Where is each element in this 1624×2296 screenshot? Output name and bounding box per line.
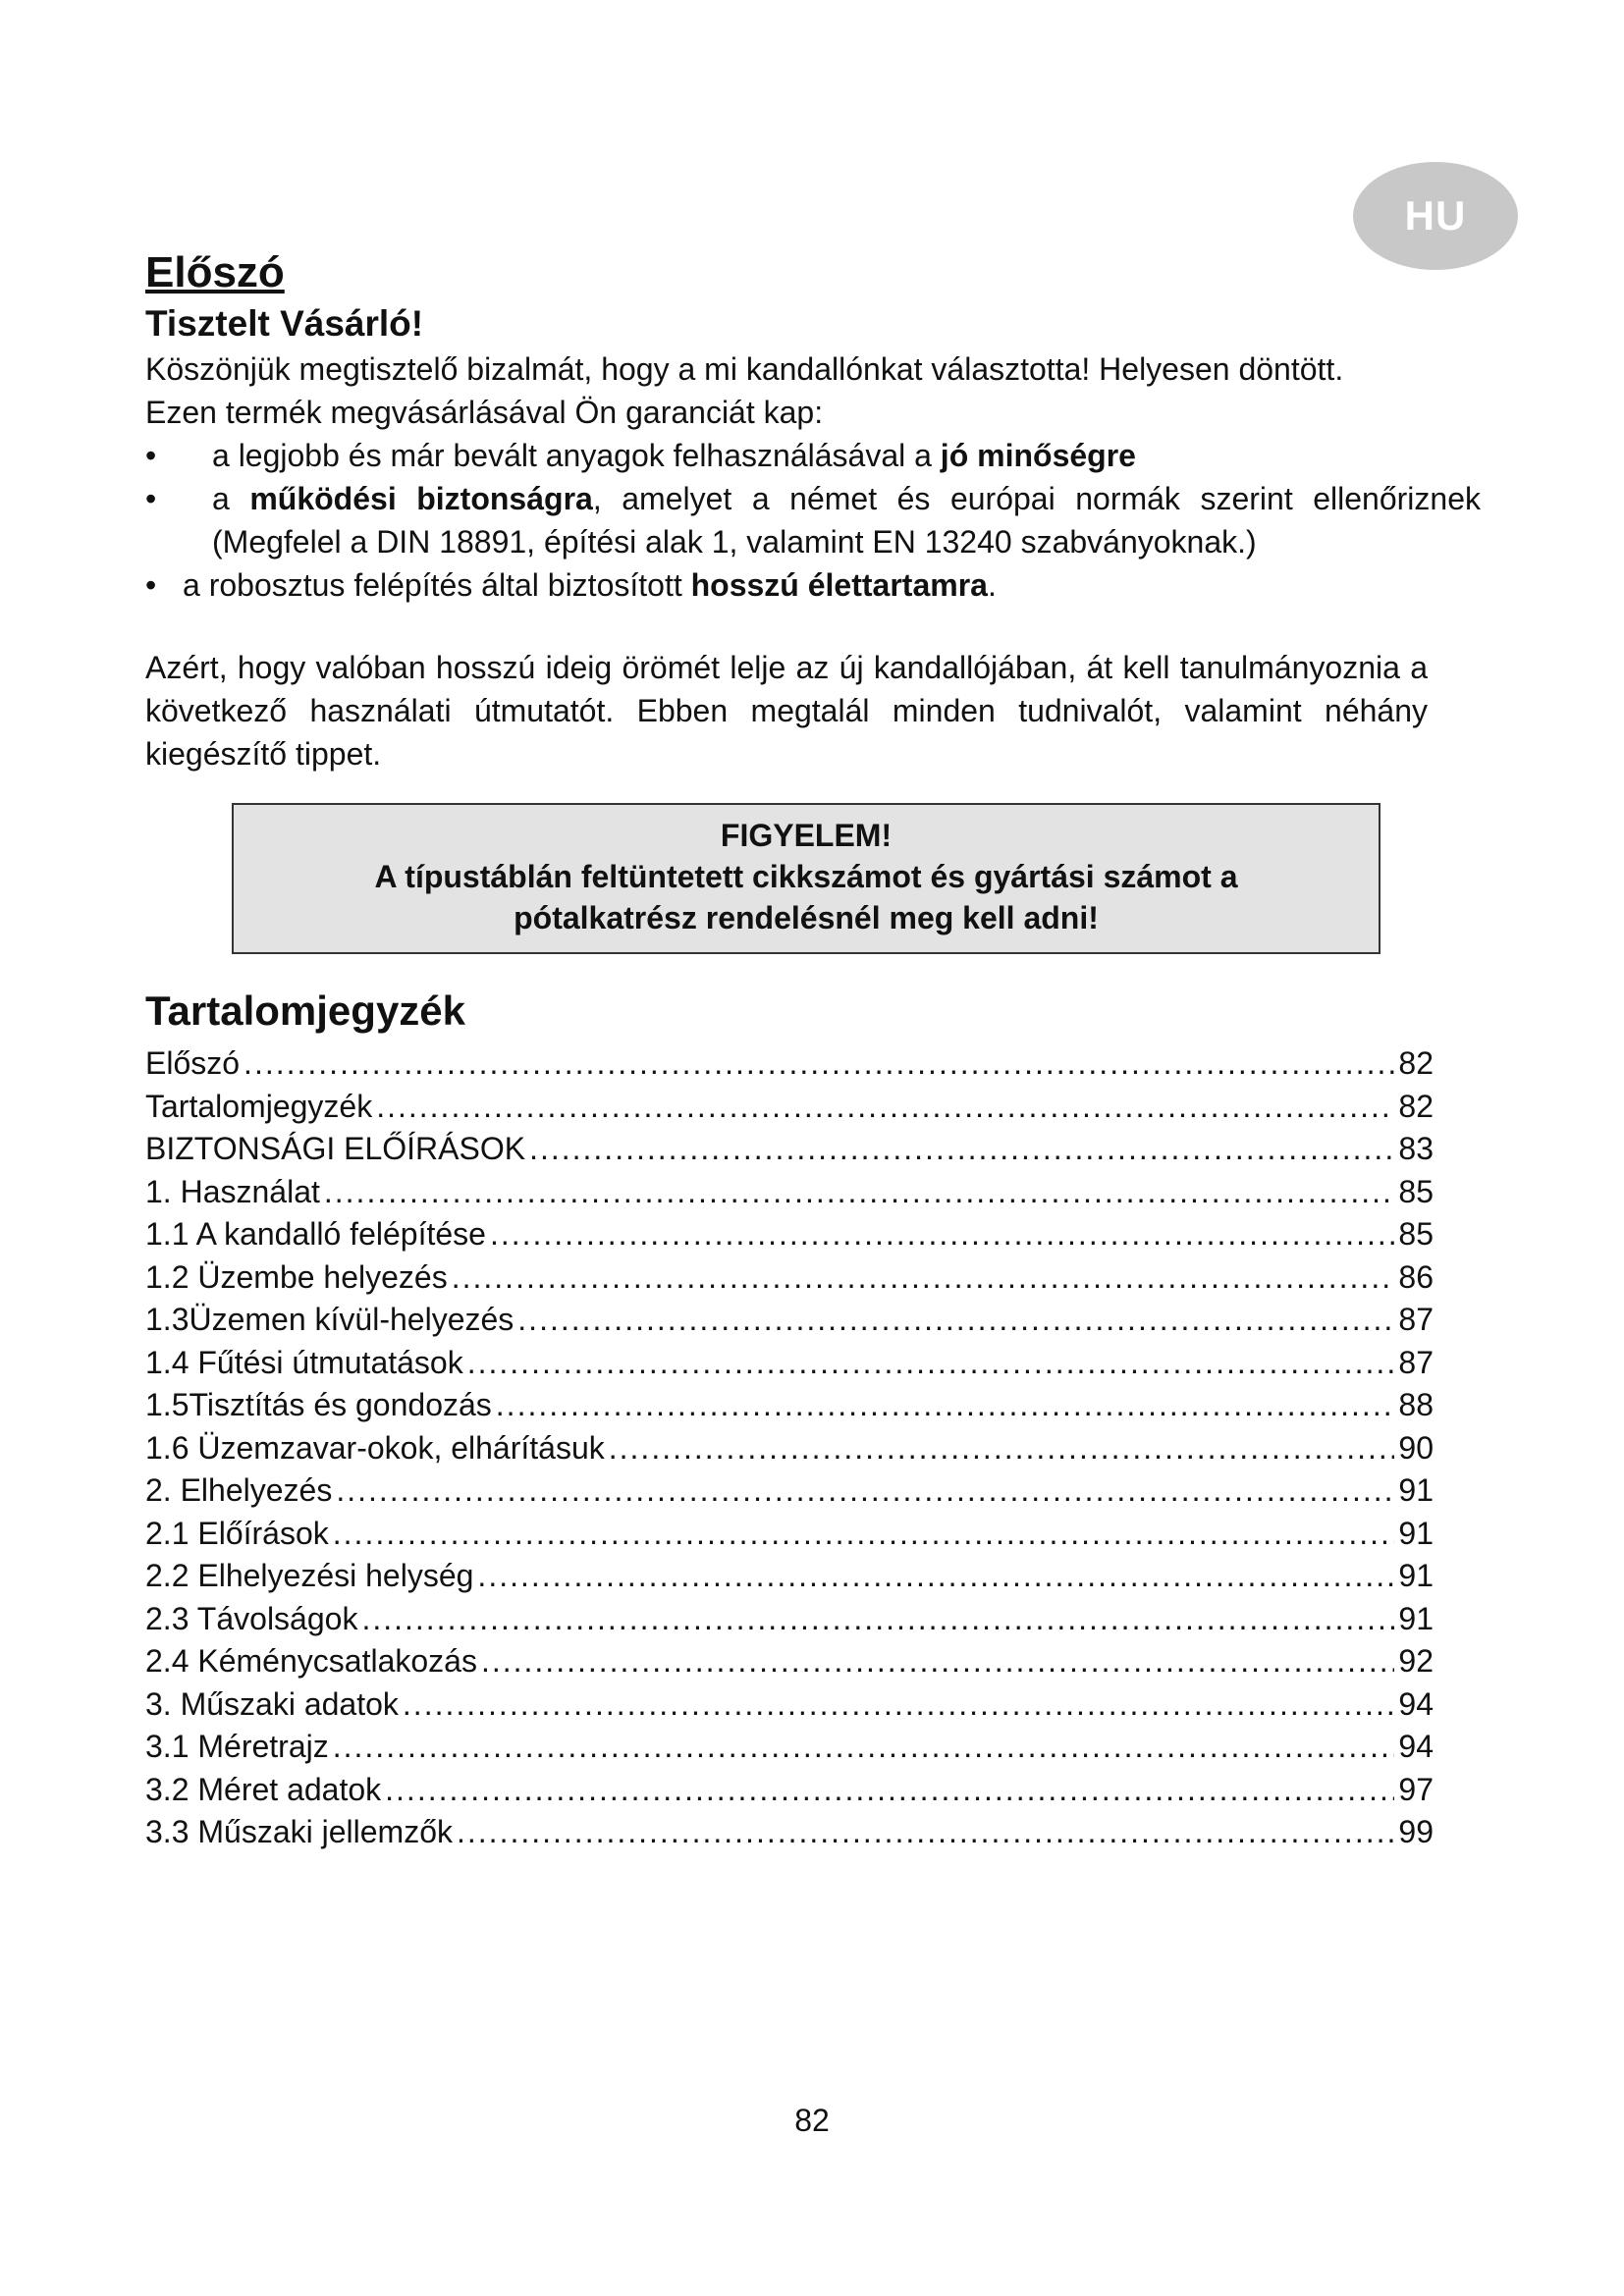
toc-entry-page: 88 — [1398, 1387, 1434, 1422]
toc-dot-leader — [244, 1042, 1394, 1086]
toc-dot-leader — [333, 1726, 1395, 1769]
toc-entry[interactable] — [145, 1640, 1434, 1683]
toc-entry-label: 2. Elhelyezés — [145, 1472, 333, 1508]
toc-entry-label: Tartalomjegyzék — [145, 1088, 373, 1124]
toc-entry-label: 3.2 Méret adatok — [145, 1771, 382, 1807]
toc-dot-leader — [403, 1683, 1395, 1727]
language-badge: HU — [1353, 162, 1518, 270]
toc-entry-label: 3.3 Műszaki jellemzők — [145, 1814, 453, 1849]
toc-entry[interactable] — [145, 1427, 1434, 1470]
toc-entry-page: 87 — [1398, 1302, 1434, 1337]
item-text-after: . — [987, 567, 997, 603]
toc-entry-page: 94 — [1398, 1729, 1434, 1764]
toc-entry-page: 91 — [1398, 1600, 1434, 1636]
toc-dot-leader — [609, 1427, 1395, 1470]
toc-entry-page: 92 — [1398, 1643, 1434, 1679]
toc-entry-page: 83 — [1398, 1131, 1434, 1166]
toc-entry-label: 1.6 Üzemzavar-okok, elhárításuk — [145, 1429, 605, 1466]
toc-entry-page: 82 — [1398, 1088, 1434, 1124]
toc-entry[interactable] — [145, 1128, 1434, 1171]
toc-dot-leader — [361, 1598, 1394, 1641]
toc-entry[interactable] — [145, 1171, 1434, 1214]
guarantee-item-safety — [145, 477, 1481, 563]
greeting-heading: Tisztelt Vásárló! — [145, 303, 424, 344]
toc-entry-label: 3. Műszaki adatok — [145, 1685, 399, 1722]
page-content — [145, 245, 1481, 1854]
item-emphasis: jó minőségre — [940, 438, 1136, 473]
toc-entry-label: 1.3Üzemen kívül-helyezés — [145, 1302, 514, 1337]
toc-list — [145, 1042, 1434, 1854]
item-text: a robosztus felépítés által biztosított — [183, 567, 691, 603]
toc-entry-page: 91 — [1398, 1472, 1434, 1508]
item-emphasis: működési biztonságra — [249, 481, 593, 516]
toc-dot-leader — [385, 1769, 1394, 1812]
toc-entry[interactable] — [145, 1513, 1434, 1556]
toc-entry-label: 1.4 Fűtési útmutatások — [145, 1344, 463, 1380]
toc-entry[interactable] — [145, 1256, 1434, 1300]
toc-entry-page: 97 — [1398, 1771, 1434, 1807]
toc-entry[interactable] — [145, 1683, 1434, 1727]
toc-dot-leader — [490, 1213, 1394, 1256]
toc-entry-page: 91 — [1398, 1558, 1434, 1593]
toc-entry-label: 2.3 Távolságok — [145, 1600, 358, 1636]
toc-entry-page: 90 — [1398, 1429, 1434, 1466]
warning-line-2: pótalkatrész rendelésnél meg kell adni! — [514, 900, 1099, 935]
warning-title: FIGYELEM! — [720, 818, 893, 853]
toc-entry-page: 85 — [1398, 1173, 1434, 1209]
intro-paragraph: Köszönjük megtisztelő bizalmát, hogy a mi kandallónkat választotta! Helyesen döntött. — [145, 351, 1344, 387]
toc-entry-label: 1.2 Üzembe helyezés — [145, 1258, 448, 1295]
toc-dot-leader — [529, 1128, 1394, 1171]
toc-dot-leader — [517, 1299, 1394, 1342]
toc-dot-leader — [481, 1640, 1394, 1683]
toc-dot-leader — [477, 1555, 1394, 1598]
toc-dot-leader — [452, 1256, 1395, 1300]
toc-entry[interactable] — [145, 1384, 1434, 1427]
guarantee-list — [145, 434, 1481, 607]
toc-entry[interactable] — [145, 1811, 1434, 1854]
item-text: a legjobb és már bevált anyagok felhasználásával a — [212, 438, 941, 473]
closing-paragraph: Azért, hogy valóban hosszú ideig örömét lelje az új kandallójában, át kell tanulmányoznia a következő használati útmutatót. Ebben megtalál minden tudnivalót, valamint néhány kiegészítő tippet. — [145, 650, 1428, 772]
toc-entry-label: 2.4 Kéménycsatlakozás — [145, 1643, 477, 1679]
foreword-title: Előszó — [145, 248, 285, 296]
toc-entry[interactable] — [145, 1342, 1434, 1385]
toc-dot-leader — [457, 1811, 1394, 1854]
toc-entry-label: 3.1 Méretrajz — [145, 1729, 329, 1764]
toc-entry-page: 94 — [1398, 1685, 1434, 1722]
guarantee-item-quality — [145, 434, 1481, 477]
toc-entry[interactable] — [145, 1769, 1434, 1812]
toc-entry-page: 87 — [1398, 1344, 1434, 1380]
toc-entry-page: 99 — [1398, 1814, 1434, 1849]
toc-dot-leader — [467, 1342, 1395, 1385]
toc-entry-label: 2.2 Elhelyezési helység — [145, 1558, 474, 1593]
toc-dot-leader — [324, 1171, 1395, 1214]
toc-entry-label: 1.5Tisztítás és gondozás — [145, 1387, 492, 1422]
toc-entry-page: 86 — [1398, 1258, 1434, 1295]
toc-title: Tartalomjegyzék — [145, 988, 466, 1034]
toc-entry-label: 1. Használat — [145, 1173, 320, 1209]
toc-dot-leader — [336, 1469, 1394, 1513]
toc-dot-leader — [376, 1086, 1394, 1129]
bullet-icon: • — [145, 567, 157, 603]
warning-box — [232, 803, 1380, 954]
toc-entry[interactable] — [145, 1299, 1434, 1342]
toc-entry-label: BIZTONSÁGI ELŐÍRÁSOK — [145, 1131, 526, 1166]
page-number: 82 — [794, 2103, 830, 2138]
toc-entry[interactable] — [145, 1555, 1434, 1598]
guarantee-paragraph: Ezen termék megvásárlásával Ön garanciát kap: — [145, 395, 824, 430]
toc-entry[interactable] — [145, 1726, 1434, 1769]
item-text: a — [212, 481, 250, 516]
toc-entry-page: 91 — [1398, 1515, 1434, 1551]
toc-entry[interactable] — [145, 1213, 1434, 1256]
toc-entry[interactable] — [145, 1598, 1434, 1641]
toc-entry-label: Előszó — [145, 1045, 241, 1081]
bullet-icon: • — [145, 438, 157, 473]
warning-line-1: A típustáblán feltüntetett cikkszámot és gyártási számot a — [374, 859, 1238, 894]
toc-dot-leader — [496, 1384, 1395, 1427]
toc-entry-label: 2.1 Előírások — [145, 1515, 329, 1551]
toc-entry-page: 82 — [1398, 1045, 1434, 1081]
toc-dot-leader — [333, 1513, 1395, 1556]
bullet-icon: • — [145, 481, 157, 516]
toc-entry-page: 85 — [1398, 1216, 1434, 1252]
toc-entry[interactable] — [145, 1042, 1434, 1086]
toc-entry[interactable] — [145, 1469, 1434, 1513]
toc-entry[interactable] — [145, 1086, 1434, 1129]
toc-entry-label: 1.1 A kandalló felépítése — [145, 1216, 486, 1252]
guarantee-item-lifetime — [145, 563, 1481, 607]
item-emphasis: hosszú élettartamra — [690, 567, 988, 603]
item-text-after: , amelyet a német és európai normák szerint ellenőriznek (Megfelel a DIN 18891, építési alak 1, valamint EN 13240 szabványoknak.) — [212, 481, 1481, 560]
